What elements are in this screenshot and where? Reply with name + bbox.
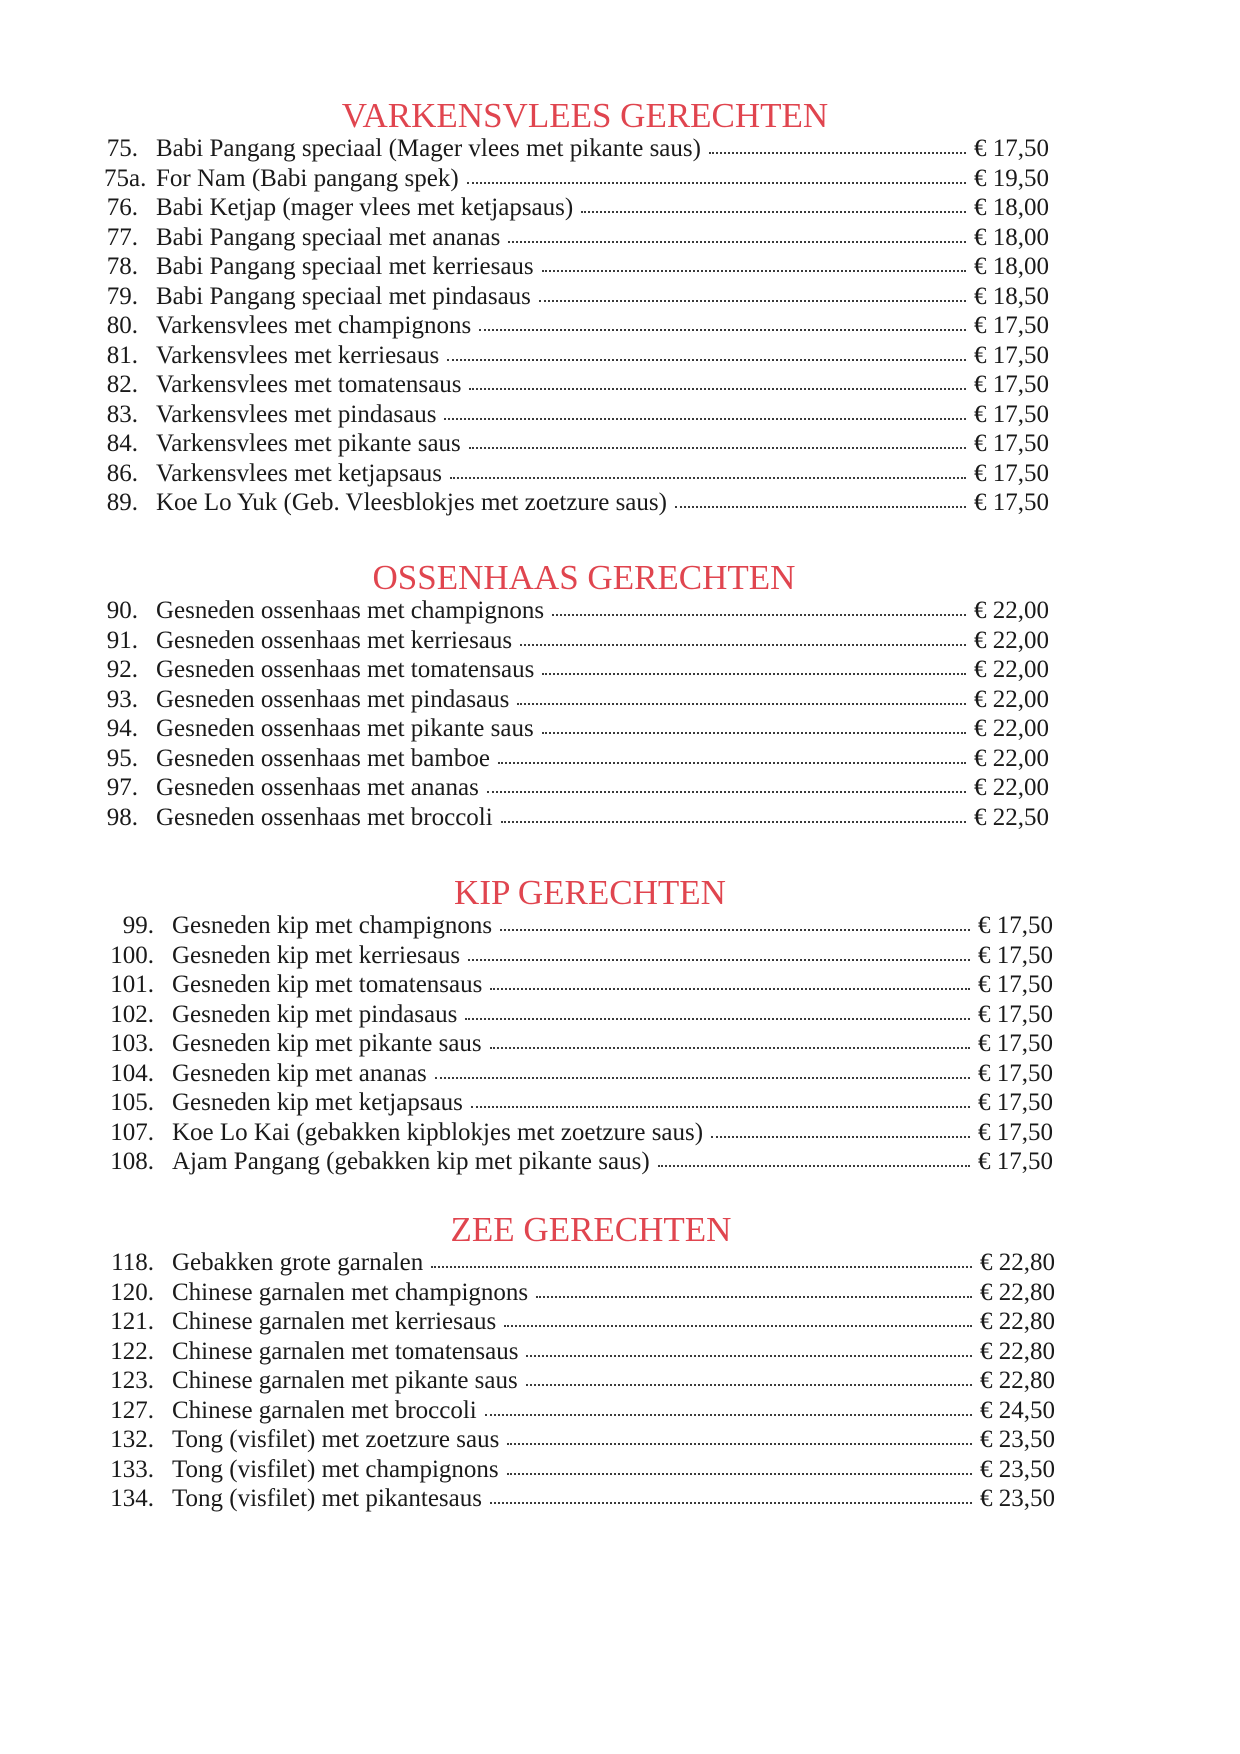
menu-item xyxy=(110,1278,1072,1308)
item-price: € 17,50 xyxy=(978,941,1053,969)
item-name: Babi Pangang speciaal met kerriesaus xyxy=(156,253,534,280)
item-price: € 22,80 xyxy=(980,1367,1055,1394)
item-price: € 19,50 xyxy=(974,164,1049,192)
item-name: Babi Pangang speciaal (Mager vlees met pikante saus) xyxy=(156,135,701,162)
item-number: 120. xyxy=(110,1278,154,1306)
item-number: 75. xyxy=(106,135,138,162)
item-price: € 17,50 xyxy=(978,1000,1053,1028)
dot-leader xyxy=(581,195,966,215)
item-price: € 22,00 xyxy=(974,656,1049,683)
item-price: € 22,80 xyxy=(980,1337,1055,1365)
dot-leader xyxy=(507,1427,972,1447)
item-name: Varkensvlees met kerriesaus xyxy=(156,341,440,369)
item-number: 98. xyxy=(106,803,138,831)
item-number: 76. xyxy=(106,194,138,221)
section-kip xyxy=(110,875,1070,1177)
dot-leader xyxy=(498,746,966,766)
menu-item xyxy=(102,744,1066,774)
item-price: € 17,50 xyxy=(978,1059,1053,1087)
item-number: 84. xyxy=(106,430,138,457)
dot-leader xyxy=(469,431,966,451)
menu-item xyxy=(104,370,1066,400)
item-name: Gesneden ossenhaas met pindasaus xyxy=(156,685,510,713)
item-number: 93. xyxy=(106,685,138,713)
dot-leader xyxy=(508,225,966,245)
item-price: € 17,50 xyxy=(978,1030,1053,1057)
item-name: Chinese garnalen met kerriesaus xyxy=(172,1308,497,1335)
item-price: € 22,00 xyxy=(974,715,1049,742)
dot-leader xyxy=(490,972,970,992)
menu-item xyxy=(102,714,1066,744)
section-zee xyxy=(110,1212,1072,1514)
dot-leader xyxy=(485,1398,972,1418)
dot-leader xyxy=(675,490,966,510)
dot-leader xyxy=(526,1368,972,1388)
dot-leader xyxy=(468,943,970,963)
menu-item xyxy=(110,911,1070,941)
item-name: Babi Pangang speciaal met pindasaus xyxy=(156,282,531,310)
dot-leader xyxy=(526,1339,972,1359)
item-price: € 22,00 xyxy=(974,685,1049,713)
dot-leader xyxy=(552,598,966,618)
menu-item xyxy=(110,1366,1072,1396)
menu-item xyxy=(102,773,1066,803)
dot-leader xyxy=(465,1002,970,1022)
dot-leader xyxy=(487,775,966,795)
menu-item xyxy=(102,596,1066,626)
item-number: 99. xyxy=(122,912,154,939)
menu-list xyxy=(102,596,1066,832)
item-name: Gesneden ossenhaas met tomatensaus xyxy=(156,656,535,683)
menu-item xyxy=(110,1425,1072,1455)
item-price: € 17,50 xyxy=(978,912,1053,939)
dot-leader xyxy=(504,1309,972,1329)
item-number: 100. xyxy=(110,941,154,969)
item-price: € 24,50 xyxy=(980,1396,1055,1424)
section-title: VARKENSVLEES GERECHTEN xyxy=(341,96,829,135)
item-name: Chinese garnalen met tomatensaus xyxy=(172,1337,519,1365)
dot-leader xyxy=(711,1120,970,1140)
item-number: 127. xyxy=(110,1396,154,1424)
item-name: Gesneden kip met kerriesaus xyxy=(172,941,461,969)
section-ossenhaas xyxy=(102,560,1066,832)
item-price: € 23,50 xyxy=(980,1455,1055,1483)
item-number: 79. xyxy=(106,282,138,310)
menu-item xyxy=(104,488,1066,518)
dot-leader xyxy=(450,461,966,481)
item-number: 80. xyxy=(106,312,138,339)
menu-item xyxy=(110,1396,1072,1426)
item-name: Gesneden kip met ananas xyxy=(172,1059,427,1087)
dot-leader xyxy=(467,166,966,186)
item-name: Gesneden ossenhaas met ananas xyxy=(156,774,479,801)
item-price: € 17,50 xyxy=(978,1089,1053,1116)
item-name: Tong (visfilet) met pikantesaus xyxy=(172,1485,482,1512)
item-name: Ajam Pangang (gebakken kip met pikante saus) xyxy=(172,1148,650,1175)
item-name: Chinese garnalen met champignons xyxy=(172,1278,529,1306)
item-number: 121. xyxy=(110,1308,154,1335)
item-price: € 18,00 xyxy=(974,194,1049,221)
item-number: 104. xyxy=(110,1059,154,1087)
item-name: Gesneden kip met tomatensaus xyxy=(172,971,483,998)
menu-item xyxy=(110,1059,1070,1089)
menu-item xyxy=(110,1029,1070,1059)
item-number: 122. xyxy=(110,1337,154,1365)
item-price: € 18,00 xyxy=(974,253,1049,280)
item-price: € 23,50 xyxy=(980,1426,1055,1453)
item-name: Chinese garnalen met pikante saus xyxy=(172,1367,518,1394)
menu-item xyxy=(104,400,1066,430)
item-name: Babi Ketjap (mager vlees met ketjapsaus) xyxy=(156,194,574,221)
menu-item xyxy=(102,803,1066,833)
item-price: € 22,00 xyxy=(974,774,1049,801)
item-price: € 18,00 xyxy=(974,223,1049,251)
item-price: € 17,50 xyxy=(974,459,1049,487)
item-number: 82. xyxy=(106,371,138,398)
menu-item xyxy=(104,341,1066,371)
item-number: 89. xyxy=(106,489,138,516)
item-price: € 17,50 xyxy=(978,1148,1053,1175)
item-price: € 17,50 xyxy=(978,1118,1053,1146)
menu-item xyxy=(102,655,1066,685)
menu-item xyxy=(110,1118,1070,1148)
item-price: € 22,00 xyxy=(974,744,1049,772)
item-price: € 22,80 xyxy=(980,1308,1055,1335)
dot-leader xyxy=(469,372,966,392)
item-name: Gesneden ossenhaas met kerriesaus xyxy=(156,626,513,654)
item-number: 132. xyxy=(110,1426,154,1453)
dot-leader xyxy=(435,1061,970,1081)
menu-item xyxy=(110,1484,1072,1514)
item-number: 78. xyxy=(106,253,138,280)
dot-leader xyxy=(444,402,966,422)
menu-item xyxy=(104,164,1066,194)
item-name: Gesneden ossenhaas met champignons xyxy=(156,597,545,624)
item-price: € 17,50 xyxy=(974,312,1049,339)
item-number: 107. xyxy=(110,1118,154,1146)
section-varkensvlees xyxy=(104,98,1066,518)
menu-item xyxy=(104,311,1066,341)
item-price: € 17,50 xyxy=(974,371,1049,398)
item-name: Varkensvlees met pindasaus xyxy=(156,400,437,428)
menu-item xyxy=(110,1000,1070,1030)
item-name: Gesneden kip met pikante saus xyxy=(172,1030,482,1057)
dot-leader xyxy=(517,687,966,707)
item-number: 103. xyxy=(110,1030,154,1057)
menu-list xyxy=(110,911,1070,1177)
item-name: Babi Pangang speciaal met ananas xyxy=(156,223,501,251)
menu-item xyxy=(110,1088,1070,1118)
item-price: € 23,50 xyxy=(980,1485,1055,1512)
item-number: 108. xyxy=(110,1148,154,1175)
item-number: 91. xyxy=(106,626,138,654)
menu-item xyxy=(104,223,1066,253)
item-price: € 18,50 xyxy=(974,282,1049,310)
item-price: € 17,50 xyxy=(974,135,1049,162)
item-number: 75a. xyxy=(104,164,147,192)
menu-item xyxy=(110,1455,1072,1485)
menu-item xyxy=(110,970,1070,1000)
item-number: 92. xyxy=(106,656,138,683)
dot-leader xyxy=(490,1031,970,1051)
menu-item xyxy=(104,429,1066,459)
menu-item xyxy=(104,459,1066,489)
item-name: For Nam (Babi pangang spek) xyxy=(156,164,459,192)
menu-item xyxy=(102,685,1066,715)
dot-leader xyxy=(542,254,966,274)
dot-leader xyxy=(536,1280,972,1300)
item-number: 123. xyxy=(110,1367,154,1394)
menu-item xyxy=(110,1337,1072,1367)
item-number: 94. xyxy=(106,715,138,742)
item-name: Gesneden ossenhaas met pikante saus xyxy=(156,715,534,742)
section-title: OSSENHAAS GERECHTEN xyxy=(372,558,796,597)
item-price: € 22,80 xyxy=(980,1249,1055,1276)
dot-leader xyxy=(431,1250,972,1270)
item-price: € 17,50 xyxy=(974,400,1049,428)
item-number: 83. xyxy=(106,400,138,428)
item-price: € 17,50 xyxy=(974,489,1049,516)
menu-item xyxy=(104,252,1066,282)
item-name: Gesneden kip met champignons xyxy=(172,912,493,939)
item-name: Varkensvlees met tomatensaus xyxy=(156,371,462,398)
dot-leader xyxy=(542,657,966,677)
dot-leader xyxy=(709,136,966,156)
item-name: Tong (visfilet) met champignons xyxy=(172,1455,499,1483)
dot-leader xyxy=(471,1090,970,1110)
section-title: KIP GERECHTEN xyxy=(454,873,726,912)
item-number: 90. xyxy=(106,597,138,624)
menu-list xyxy=(104,134,1066,518)
item-number: 134. xyxy=(110,1485,154,1512)
section-title: ZEE GERECHTEN xyxy=(450,1210,732,1249)
item-number: 101. xyxy=(110,971,154,998)
item-name: Koe Lo Yuk (Geb. Vleesblokjes met zoetzure saus) xyxy=(156,489,667,516)
menu-list xyxy=(110,1248,1072,1514)
item-name: Gesneden kip met pindasaus xyxy=(172,1000,458,1028)
item-name: Gesneden ossenhaas met bamboe xyxy=(156,744,490,772)
menu-item xyxy=(110,1248,1072,1278)
dot-leader xyxy=(490,1486,972,1506)
item-name: Gesneden kip met ketjapsaus xyxy=(172,1089,463,1116)
item-number: 105. xyxy=(110,1089,154,1116)
menu-item xyxy=(110,1147,1070,1177)
menu-item xyxy=(102,626,1066,656)
dot-leader xyxy=(501,805,966,825)
dot-leader xyxy=(447,343,966,363)
dot-leader xyxy=(542,716,966,736)
dot-leader xyxy=(520,628,966,648)
item-name: Varkensvlees met champignons xyxy=(156,312,472,339)
item-name: Chinese garnalen met broccoli xyxy=(172,1396,477,1424)
dot-leader xyxy=(500,913,970,933)
dot-leader xyxy=(479,313,966,333)
item-price: € 22,00 xyxy=(974,597,1049,624)
item-name: Gesneden ossenhaas met broccoli xyxy=(156,803,493,831)
item-price: € 17,50 xyxy=(974,341,1049,369)
item-price: € 17,50 xyxy=(978,971,1053,998)
item-price: € 22,50 xyxy=(974,803,1049,831)
item-number: 81. xyxy=(106,341,138,369)
item-price: € 22,00 xyxy=(974,626,1049,654)
item-price: € 22,80 xyxy=(980,1278,1055,1306)
item-price: € 17,50 xyxy=(974,430,1049,457)
dot-leader xyxy=(658,1149,970,1169)
dot-leader xyxy=(507,1457,972,1477)
menu-item xyxy=(110,1307,1072,1337)
item-name: Koe Lo Kai (gebakken kipblokjes met zoetzure saus) xyxy=(172,1118,704,1146)
dot-leader xyxy=(539,284,966,304)
item-number: 118. xyxy=(111,1249,154,1276)
item-number: 97. xyxy=(106,774,138,801)
item-name: Varkensvlees met ketjapsaus xyxy=(156,459,443,487)
menu-item xyxy=(110,941,1070,971)
menu-item xyxy=(104,134,1066,164)
item-number: 133. xyxy=(110,1455,154,1483)
item-name: Varkensvlees met pikante saus xyxy=(156,430,461,457)
item-number: 102. xyxy=(110,1000,154,1028)
menu-item xyxy=(104,282,1066,312)
item-number: 77. xyxy=(106,223,138,251)
item-name: Tong (visfilet) met zoetzure saus xyxy=(172,1426,500,1453)
menu-item xyxy=(104,193,1066,223)
item-number: 86. xyxy=(106,459,138,487)
item-number: 95. xyxy=(106,744,138,772)
item-name: Gebakken grote garnalen xyxy=(172,1249,424,1276)
